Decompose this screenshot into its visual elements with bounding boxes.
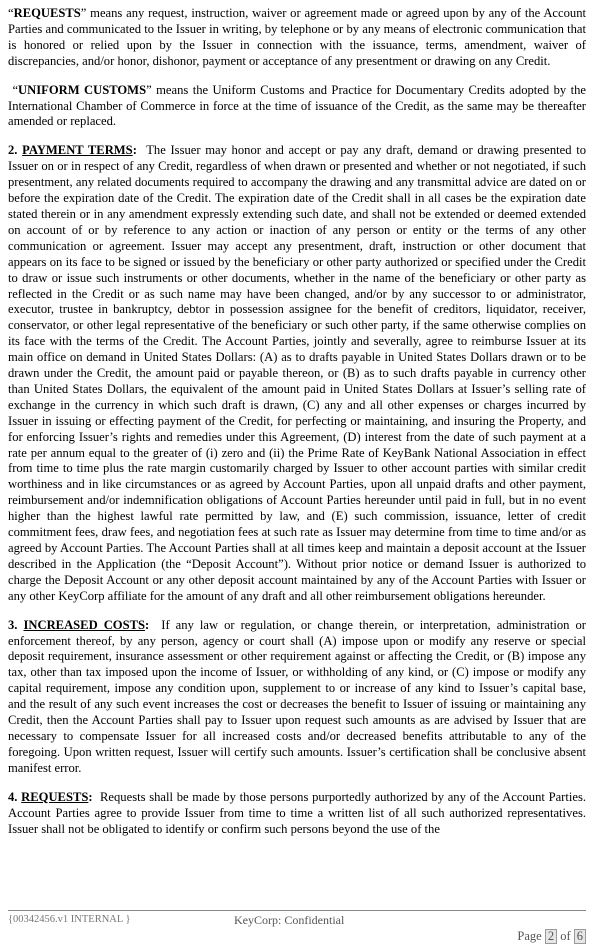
definition-text: ” means any request, instruction, waiver or agreement made or agreed upon by any of the Account Parties and communicated to the Issuer in writing, by telephone or by any means of electronic communication that is honored or relied upon by the Issuer in connection with the issuance, terms, amendment, waiver of discrepancies, and/or honor, dishonor, payment or acceptance of any presentment or drawing on any Credit. [8, 6, 586, 68]
section-payment-terms [8, 143, 586, 604]
section-heading: PAYMENT TERMS [22, 143, 133, 158]
definition-uniform-customs [8, 83, 586, 131]
page-indicator [517, 929, 586, 944]
page-prefix: Page [517, 929, 542, 943]
footer-doc-id: {00342456.v1 INTERNAL } [8, 914, 131, 925]
section-heading: INCREASED COSTS [23, 617, 145, 632]
section-increased-costs [8, 618, 586, 777]
footer-confidential: KeyCorp: Confidential [234, 913, 345, 927]
section-text: The Issuer may honor and accept or pay any draft, demand or drawing presented to Issuer on or in respect of any Credit, regardless of when drawn or presented and whether or not negotiated, if such presentment, any related documents required to accompany the drawing and any transmittal advice are dated on or before the expiration date of the Credit. The expiration date of the Credit shall in all cases be the expiration date stated therein or in any amendment expressly extending such date, and shall not be extended or deemed extended on account of or by reference to any action or inaction of any person or entity or the terms of any other communication or agreement. Issuer may accept any presentment, draft, instruction or other document that appears on its face to be signed or issued by the beneficiary or other party authorized or specified under the Credit to draw or issue such instruments or other documents, whether in the name of the beneficiary or other party as reflected in the Credit or as such name may have been changed, and/or by any successor to or administrator, executor, trustee in bankruptcy, debtor in possession assignee for the benefit of creditors, liquidator, receiver, conservator, or other legal representative of the beneficiary or such other party, if the same otherwise complies on its face with the terms of the Credit. The Account Parties, jointly and severally, agree to reimburse Issuer at its main office on demand in United States Dollars: (A) as to drafts payable in United States Dollars drawn or to be drawn under the Credit, the amount paid or payable thereon, or (B) as to such drafts payable in currency other than United States Dollars, the equivalent of the amount paid in United States Dollars at Issuer’s selling rate of exchange in the currency in which such draft is drawn, (C) any and all other expenses or charges incurred by Issuer in issuing or effecting payment of the Credit, for perfecting or maintaining, and insuring the Property, and for enforcing Issuer’s rights and remedies under this Agreement, (D) interest from the date of such payment at a rate per annum equal to the greater of (i) zero and (ii) the Prime Rate of KeyBank National Association in effect from time to time plus the rate margin customarily charged by Issuer to other account parties with similar credit worthiness and in like circumstances or as agreed by Account Parties, upon all unpaid drafts and other payment, reimbursement and/or indemnification obligations of Account Parties hereunder until paid in full, but in no event higher than the highest lawful rate permitted by law, and (E) such commission, issuance, letter of credit commitment fees, draw fees, and negotiation fees at such rate as Issuer may determine from time to time and/or as agreed by Account Parties. The Account Parties shall at all times keep and maintain a deposit account at the Issuer described in the Application (the “Deposit Account”). Without prior notice or demand Issuer is authorized to charge the Deposit Account or any other deposit account maintained by any of the Account Parties with Issuer or any other KeyCorp affiliate for the amount of any draft and all other reimbursement obligations hereunder. [8, 143, 587, 603]
defined-term: REQUESTS [13, 6, 81, 20]
section-number: 3. [8, 617, 18, 632]
definition-text: ” means the Uniform Customs and Practice for Documentary Credits adopted by the International Chamber of Commerce in force at the time of issuance of the Credit, as the same may be thereafter amended or replaced. [8, 82, 587, 129]
page-total: 6 [574, 929, 586, 944]
section-number: 2. [8, 143, 18, 158]
footer-divider [8, 910, 586, 911]
section-requests [8, 790, 586, 838]
section-text: If any law or regulation, or change therein, or interpretation, administration or enforcement thereof, by any person, agency or court shall (A) impose upon or modify any reserve or special deposit requirement, insurance assessment or other requirement against or affecting the Credit, or (B) impose any tax, other than tax imposed upon the income of Issuer, or withholding of any kind, or (C) impose or modify any capital requirement, impose any condition upon, supplement to or increase of any kind to Issuer’s capital base, and the result of any such event increases the cost or decreases the benefit to Issuer of issuing or maintaining any Credit, then the Account Parties shall pay to Issuer upon request such amounts as are advised by Issuer that are necessary to compensate Issuer for all increased costs and/or decreased benefits attributable to any of the foregoing. Upon written request, Issuer will certify such amounts. Issuer’s certification shall be conclusive absent manifest error. [8, 617, 586, 775]
definition-requests [8, 6, 586, 70]
section-heading-colon: : [88, 789, 93, 804]
section-text: Requests shall be made by those persons purportedly authorized by any of the Account Parties. Account Parties agree to provide Issuer from time to time a written list of all such authorized representatives. Issuer shall not be obligated to identify or confirm such persons beyond the use of the [8, 789, 587, 836]
section-number: 4. [8, 789, 18, 804]
section-heading-colon: : [145, 617, 150, 632]
page-of: of [560, 929, 571, 943]
section-heading: REQUESTS [21, 789, 89, 804]
page-current: 2 [545, 929, 557, 944]
document-body [8, 6, 586, 837]
quote-open: “ [12, 82, 19, 97]
defined-term: UNIFORM CUSTOMS [18, 82, 147, 97]
section-heading-colon: : [132, 143, 137, 158]
quote-open: “ [8, 6, 14, 20]
